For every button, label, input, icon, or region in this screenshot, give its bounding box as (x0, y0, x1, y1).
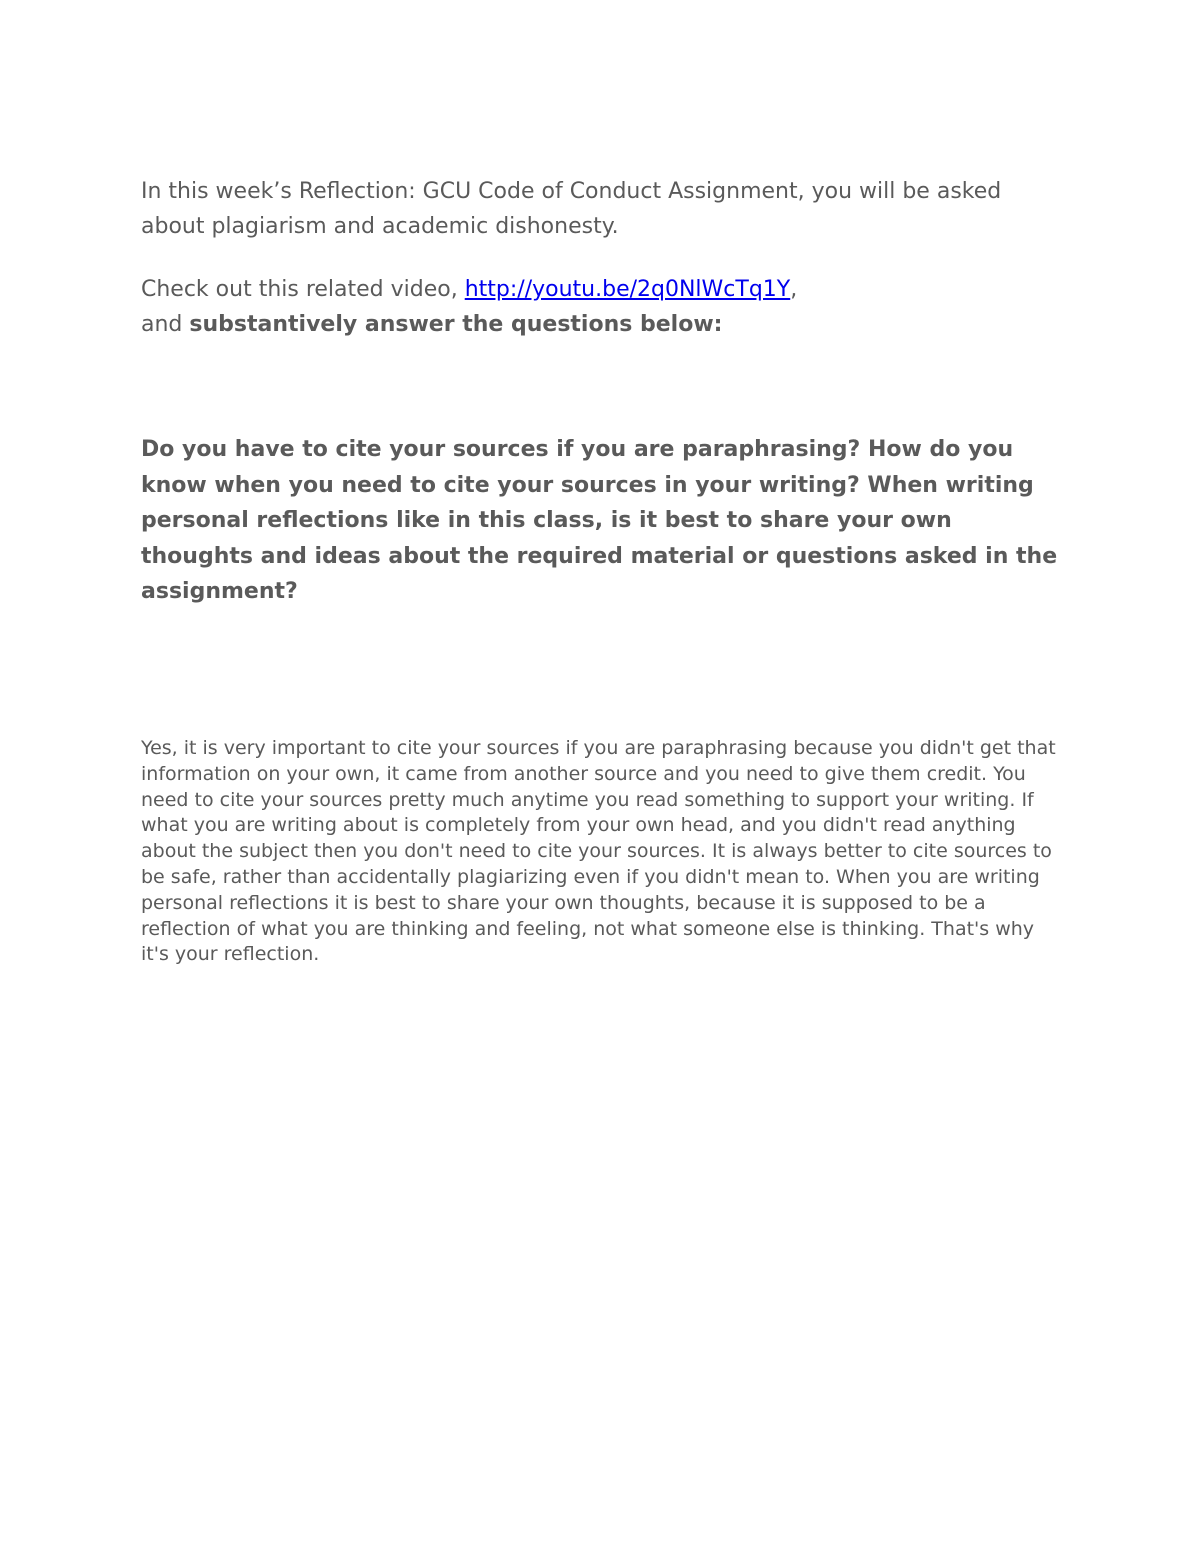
video-link[interactable]: http://youtu.be/2q0NlWcTq1Y (464, 277, 791, 302)
intro-paragraph: In this week’s Reflection: GCU Code of Conduct Assignment, you will be asked about plagiarism and academic dishonesty. (141, 179, 1002, 239)
video-prefix-text: Check out this related video, (141, 277, 465, 302)
video-suffix-text: , (790, 277, 798, 302)
and-text: and (141, 312, 190, 337)
video-paragraph (141, 272, 1051, 342)
question-paragraph: Do you have to cite your sources if you are paraphrasing? How do you know when you need to cite your sources in your writing? When writing personal reflections like in this class, is it best to share your own thoughts and ideas about the required material or questions asked in the assignment? (141, 437, 1058, 604)
instruction-text: substantively answer the questions below: (189, 312, 723, 337)
answer-paragraph: Yes, it is very important to cite your sources if you are paraphrasing because you didn't get that information on your own, it came from another source and you need to give them credit. You need to cite your sources pretty much anytime you read something to support your writing. If what you are writing about is completely from your own head, and you didn't read anything about the subject then you don't need to cite your sources. It is always better to cite sources to be safe, rather than accidentally plagiarizing even if you didn't mean to. When you are writing personal reflections it is best to share your own thoughts, because it is supposed to be a reflection of what you are thinking and feeling, not what someone else is thinking. That's why it's your reflection. (141, 737, 1056, 966)
